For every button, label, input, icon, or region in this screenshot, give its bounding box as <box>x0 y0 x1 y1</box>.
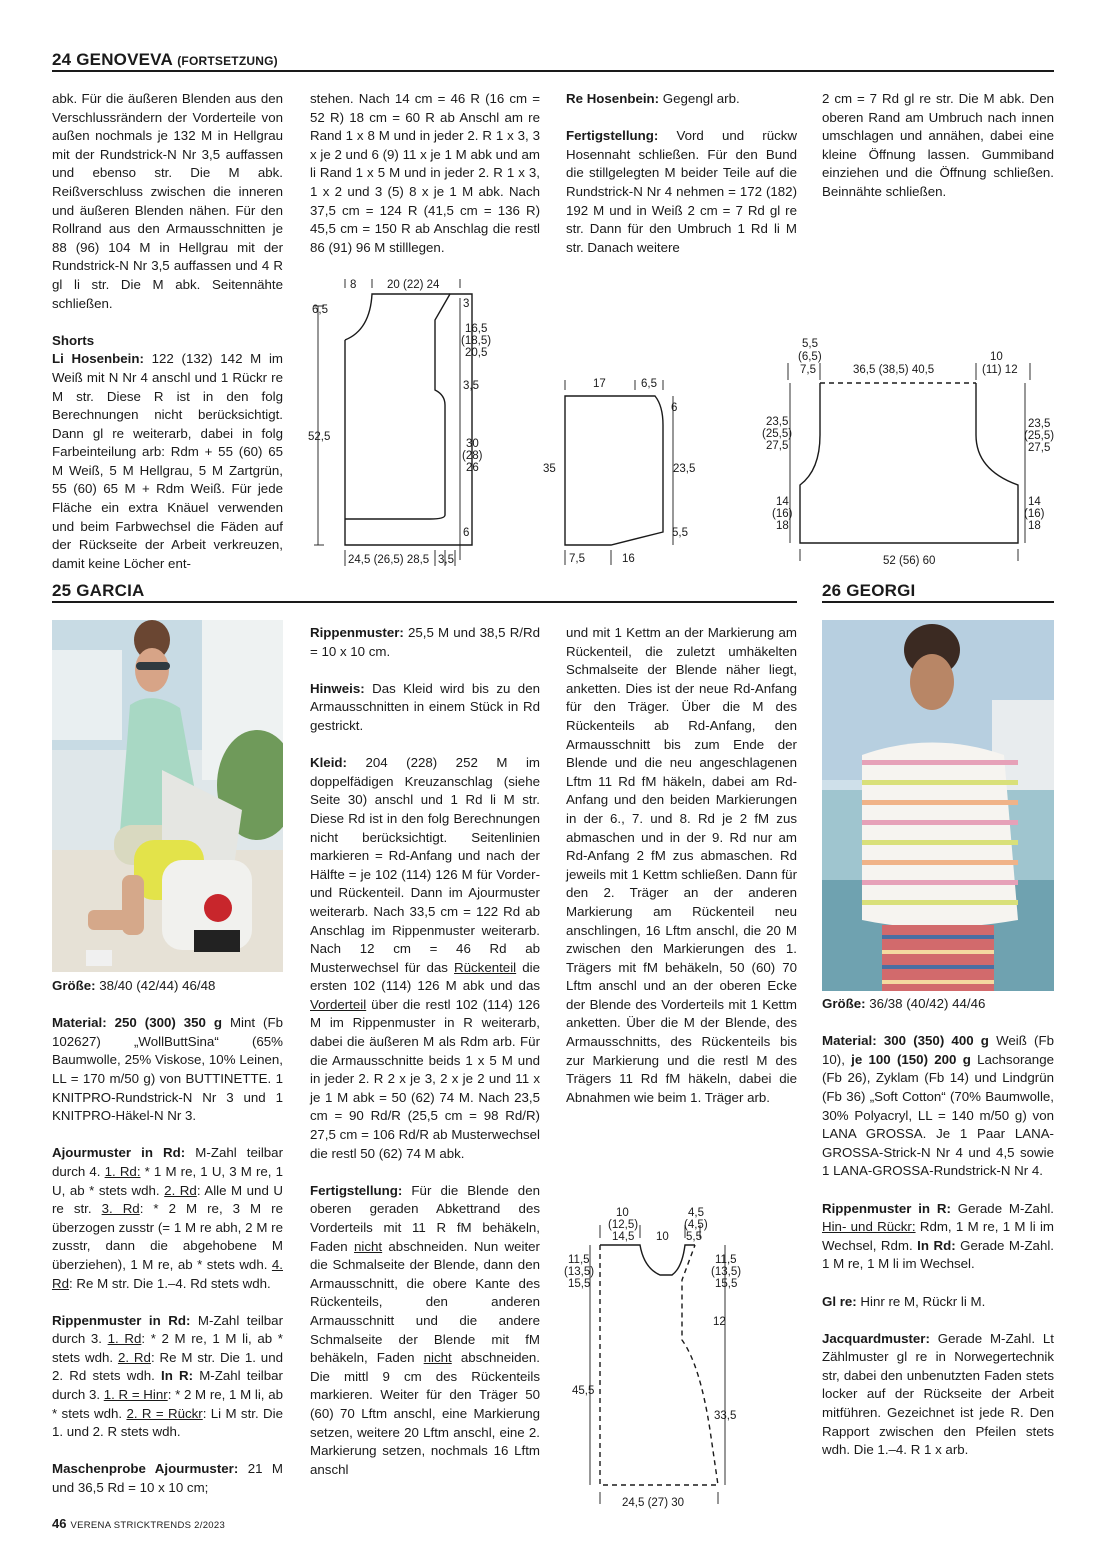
georgi-column: Größe: 36/38 (40/42) 44/46 Material: 300 (350) 400 g Weiß (Fb 10), je 100 (150) 200 g Lachsorange (Fb 26), Zyklam (Fb 14) und Lindgrün (Fb 36) „Soft Cotton“ (70% Baumwolle, 30% Polyacryl, LL = 140 m/50 g) von LANA GROSSA. Je 1 Paar LANA-GROSSA-Strick-N Nr 4 und 4,5 sowie 1 LANA-GROSSA-Rundstrick-N Nr 4. Rippenmuster in R: Gerade M-Zahl. Hin- und Rückr: Rdm, 1 M re, 1 M li im Wechsel, Rdm. In Rd: Gerade M-Zahl. 1 M re, 1 M li im Wechsel. Gl re: Hinr re M, Rückr li M. Jacquardmuster: Gerade M-Zahl. Lt Zählmuster gl re in Norwegertechnik str, dabei den unbenutzten Faden stets locker auf der Rückseite der Arbeit mitführen. Gezeichnet ist jede R. Den Rapport zwischen den Pfeilen stets wdh. Die 1.–4. R 1 x arb. <box>822 996 1054 1458</box>
dim-label: 17 <box>593 378 606 390</box>
dim-label: (13,5) <box>711 1266 742 1278</box>
dim-label: 14 <box>776 496 789 508</box>
garcia-column-2: Rippenmuster: 25,5 M und 38,5 R/Rd = 10 x 10 cm. Hinweis: Das Kleid wird bis zu den Armausschnitten in einem Stück in Rd gestrickt. Kleid: 204 (228) 252 M im doppelfädigen Kreuzanschlag (siehe Seite 30) anschl und 1 Rd li M str. Diese Rd ist in den folg Berechnungen nicht berücksichtigt. Seitenlinien markieren = Rd-Anfang und nach der Hälfte = je 102 (114) 126 M für Vorder- und Rückenteil. Dann im Ajourmuster weiterarb. Nach 33,5 cm = 122 Rd ab Anschlag im Rippenmuster weiterarb. Nach 12 cm = 46 Rd ab Musterwechsel für das Rückenteil die ersten 102 (114) 126 M abk und das Vorderteil über die restl 102 (114) 126 M im Rippenmuster in R weiterarb, dabei die äußeren M als Rdm arb. Für die Armausschnitte beids 1 x 5 M und in jeder 2. R 2 x je 3, 2 x je 2 und 11 x je 1 M abk = 50 (62) 74 M. Nach 23,5 cm = 90 Rd/R (25,5 cm = 98 Rd/R) 27,5 cm = 106 Rd/R ab Musterwechsel die restl 50 (62) 74 M abk. Fertigstellung: Für die Blende den oberen geraden Abkettrand des Vorderteils mit 11 R fM behäkeln, Faden nicht abschneiden. Nun weiter die Schmalseite der Blende, dann den Armausschnitt, die obere Kante des Rückenteils, den anderen Armausschnitt und die andere Schmalseite der Blende mit fM behäkeln, Faden nicht abschneiden. Die mittl 9 cm des Rückenteils markieren. Weiter für den Träger 50 (60) 70 Lftm anschl, eine Markierung setzen, weitere 20 Lftm anschl, eine 2. Markierung setzen, nochmals 16 Lftm anschl <box>310 625 540 1477</box>
dim-label: 18 <box>776 520 789 532</box>
dim-label: 5,5 <box>802 338 818 350</box>
dim-label: 6,5 <box>641 378 657 390</box>
dim-label: 4,5 <box>688 1207 704 1219</box>
dim-label: 16 <box>622 553 635 565</box>
genoveva-column-1 <box>52 90 283 573</box>
section-title-24: 24 GENOVEVA (FORTSETZUNG) <box>52 50 278 69</box>
dim-label: 16,5 <box>465 323 488 335</box>
dim-label: 10 <box>656 1231 669 1243</box>
dim-label: 10 <box>990 351 1003 363</box>
dim-label: 8 <box>350 279 357 291</box>
shorts-schematic <box>300 270 500 575</box>
dim-label: 24,5 (26,5) 28,5 <box>348 554 430 566</box>
dim-label: 14 <box>1028 496 1041 508</box>
paragraph: 2 cm = 7 Rd gl re str. Die M abk. Den oberen Rand am Umbruch nach innen umschlagen und annähen, dabei eine kleine Öffnung lassen. Gummiband einziehen und die Öffnung schließen. Beinnähte schließen. <box>822 91 1054 199</box>
section-title-25: 25 GARCIA <box>52 581 145 600</box>
dim-label: (16) <box>772 508 793 520</box>
dim-label: 20 (22) 24 <box>387 279 440 291</box>
dim-label: (16) <box>1024 508 1045 520</box>
dim-label: 15,5 <box>568 1278 591 1290</box>
georgi-model-photo <box>822 620 1054 991</box>
dim-label: (12,5) <box>608 1219 639 1231</box>
dim-label: 6 <box>671 402 678 414</box>
dim-label: 52,5 <box>308 431 331 443</box>
dim-label: 27,5 <box>1028 442 1051 454</box>
paragraph: stehen. Nach 14 cm = 46 R (16 cm = 52 R) 18 cm = 60 R ab Anschl am re Rand 1 x 8 M und in jeder 2. R 1 x 3, 3 x je 2 und 6 (9) 11 x je 1 M abk und am li Rand 1 x 5 M und in jeder 2. R 1 x 3, 1 x 2 und 3 (5) 8 x je 1 M abk. Nach 37,5 cm = 124 R (41,5 cm = 136 R) 45,5 cm = 150 R ab Anschlag die restl 86 (91) 96 M stilllegen. <box>310 91 540 255</box>
page-number: 46 <box>52 1516 67 1531</box>
section-rule-24 <box>52 70 1054 72</box>
dim-label: 36,5 (38,5) 40,5 <box>853 364 935 376</box>
dim-label: 23,5 <box>766 416 789 428</box>
dim-label: (13,5) <box>564 1266 595 1278</box>
dim-label: (28) <box>462 450 483 462</box>
dim-label: 6 <box>463 527 470 539</box>
genoveva-column-3 <box>566 90 797 257</box>
dim-label: 10 <box>616 1207 629 1219</box>
shorts-heading: Shorts <box>52 332 95 348</box>
garcia-model-photo <box>52 620 283 972</box>
dim-label: (25,5) <box>762 428 793 440</box>
dim-label: (25,5) <box>1024 430 1055 442</box>
section-subtitle: (FORTSETZUNG) <box>177 54 278 68</box>
genoveva-column-2 <box>310 90 540 257</box>
dim-label: 33,5 <box>714 1410 737 1422</box>
dim-label: (11) 12 <box>982 364 1018 376</box>
genoveva-column-4 <box>822 90 1054 202</box>
dim-label: (18,5) <box>461 335 492 347</box>
dim-label: 5,5 <box>686 1231 702 1243</box>
dim-label: 15,5 <box>715 1278 738 1290</box>
garcia-column-1: Größe: 38/40 (42/44) 46/48 Material: 250 (300) 350 g Mint (Fb 102627) „WollButtSina“ (65% Baumwolle, 25% Viskose, 10% Leinen, LL = 170 m/50 g) von BUTTINETTE. 1 KNITPRO-Rundstrick-N Nr 3 und 1 KNITPRO-Häkel-N Nr 3. Ajourmuster in Rd: M-Zahl teilbar durch 4. 1. Rd: * 1 M re, 1 U, 3 M re, 1 U, ab * stets wdh. 2. Rd: Alle M und U re str. 3. Rd: * 2 M re, 3 M re überzogen zusstr (= 1 M re abh, 2 M re zusstr, dann die abgehobene M überziehen), 1 M re, ab * stets wdh. 4. Rd: Re M str. Die 1.–4. Rd stets wdh. Rippenmuster in Rd: M-Zahl teilbar durch 3. 1. Rd: * 2 M re, 1 M li, ab * stets wdh. 2. Rd: Re M str. Die 1. und 2. Rd stets wdh. In R: M-Zahl teilbar durch 3. 1. R = Hinr: * 2 M re, 1 M li, ab * stets wdh. 2. R = Rückr: Li M str. Die 1. und 2. R stets wdh. Maschenprobe Ajourmuster: 21 M und 36,5 Rd = 10 x 10 cm; <box>52 978 283 1496</box>
dim-label: 3 <box>463 298 470 310</box>
dim-label: 3,5 <box>463 380 479 392</box>
dim-label: 12 <box>713 1316 726 1328</box>
sleeve-schematic <box>535 370 705 575</box>
dim-label: 35 <box>543 463 556 475</box>
paragraph: abk. Für die äußeren Blenden aus den Verschlussrändern der Vorderteile von außen nochmals je 132 M in Hellgrau mit der Rundstrick-N Nr 3,5 auffassen und ebenso str. Die M abk. Reißverschluss zwischen die inneren und äußeren Blenden nähen. Für den Rollrand aus den Armausschnitten je 88 (96) 104 M in Hellgrau mit der Rundstrick-N Nr 3,5 auffassen und 4 R gl li str. Die M abk. Seitennähte schließen. <box>52 91 283 311</box>
dim-label: (4,5) <box>684 1219 708 1231</box>
section-rule-26 <box>822 601 1054 603</box>
dim-label: 3,5 <box>438 554 454 566</box>
section-rule-25 <box>52 601 797 603</box>
dim-label: 24,5 (27) 30 <box>622 1497 685 1509</box>
paragraph: Re Hosenbein: Gegengl arb. <box>566 91 740 106</box>
section-title-26: 26 GEORGI <box>822 581 916 600</box>
dim-label: 23,5 <box>673 463 696 475</box>
dim-label: 27,5 <box>766 440 789 452</box>
dim-label: 45,5 <box>572 1385 595 1397</box>
dim-label: 20,5 <box>465 347 488 359</box>
dim-label: 11,5 <box>568 1254 590 1266</box>
dim-label: 52 (56) 60 <box>883 555 936 567</box>
dim-label: 6,5 <box>312 304 328 316</box>
body-schematic <box>760 335 1060 575</box>
dress-schematic <box>560 1200 760 1510</box>
dim-label: 5,5 <box>672 527 688 539</box>
dim-label: 30 <box>466 438 479 450</box>
dim-label: 14,5 <box>612 1231 635 1243</box>
dim-label: 7,5 <box>800 364 816 376</box>
paragraph: Li Hosenbein: 122 (132) 142 M im Weiß mit N Nr 4 anschl und 1 Rückr re M str. Diese R ist in den folg Berechnungen nicht berücksichtigt. Dann gl re weiterarb, dabei in folg Farbeinteilung arb: Rdm + 55 (60) 65 M Weiß, 5 M Hellgrau, 5 M Zartgrün, 55 (60) 65 M + Rdm Weiß. Für jede Fläche ein extra Knäuel verwenden und beim Farbwechsel die Fäden auf der Rückseite der Arbeit verkreuzen, damit keine Löcher ent- <box>52 351 283 571</box>
dim-label: 26 <box>466 462 479 474</box>
garcia-column-3 <box>566 624 797 1107</box>
paragraph: und mit 1 Kettm an der Markierung am Rückenteil, die zuletzt umhäkelten Schmalseite der Blende näher liegt, anketten. Dies ist der neue Rd-Anfang für den Träger. Über die M des Rückenteils ab Rd-Anfang, den Armausschnitt bis zum Ende der Blende und die neu angeschlagenen Lftm 11 Rd fM häkeln, dabei am Rd-Anfang und den beiden Markierungen in der 6., 7. und 8. Rd je 2 fM zus abmaschen und in der 9. Rd nur am Rd-Anfang 2 fM zus abmaschen. Rd jeweils mit 1 Kettm schließen. Dann für den 2. Träger an der anderen Markierung am Rückenteil neu anschlingen, 16 Lftm anschl, die 20 M zwischen den Markierungen des 1. Trägers mit fM behäkeln, 50 (60) 70 Lftm anschl und an der oberen Ecke der Blende des Vorderteils mit 1 Kettm anketten. Über die M der Blende, des Armausschnitts, des Rückenteils bis zur Markierung und die restl M des Trägers 11 Rd fM häkeln, dabei die Abnahmen wie beim 1. Träger arb. <box>566 625 797 1105</box>
dim-label: (6,5) <box>798 351 822 363</box>
dim-label: 23,5 <box>1028 418 1051 430</box>
dim-label: 7,5 <box>569 553 585 565</box>
paragraph: Fertigstellung: Vord und rückw Hosennaht schließen. Für den Bund die stillgelegten M beider Teile auf die Rundstrick-N Nr 4 nehmen = 172 (182) 192 M und in Weiß 2 cm = 7 Rd gl re str. Dann für den Umbruch 1 Rd li M str. Danach weitere <box>566 128 797 255</box>
dim-label: 18 <box>1028 520 1041 532</box>
page-footer <box>52 1516 225 1531</box>
dim-label: 11,5 <box>715 1254 737 1266</box>
magazine-name: VERENA STRICKTRENDS 2/2023 <box>70 1520 226 1531</box>
